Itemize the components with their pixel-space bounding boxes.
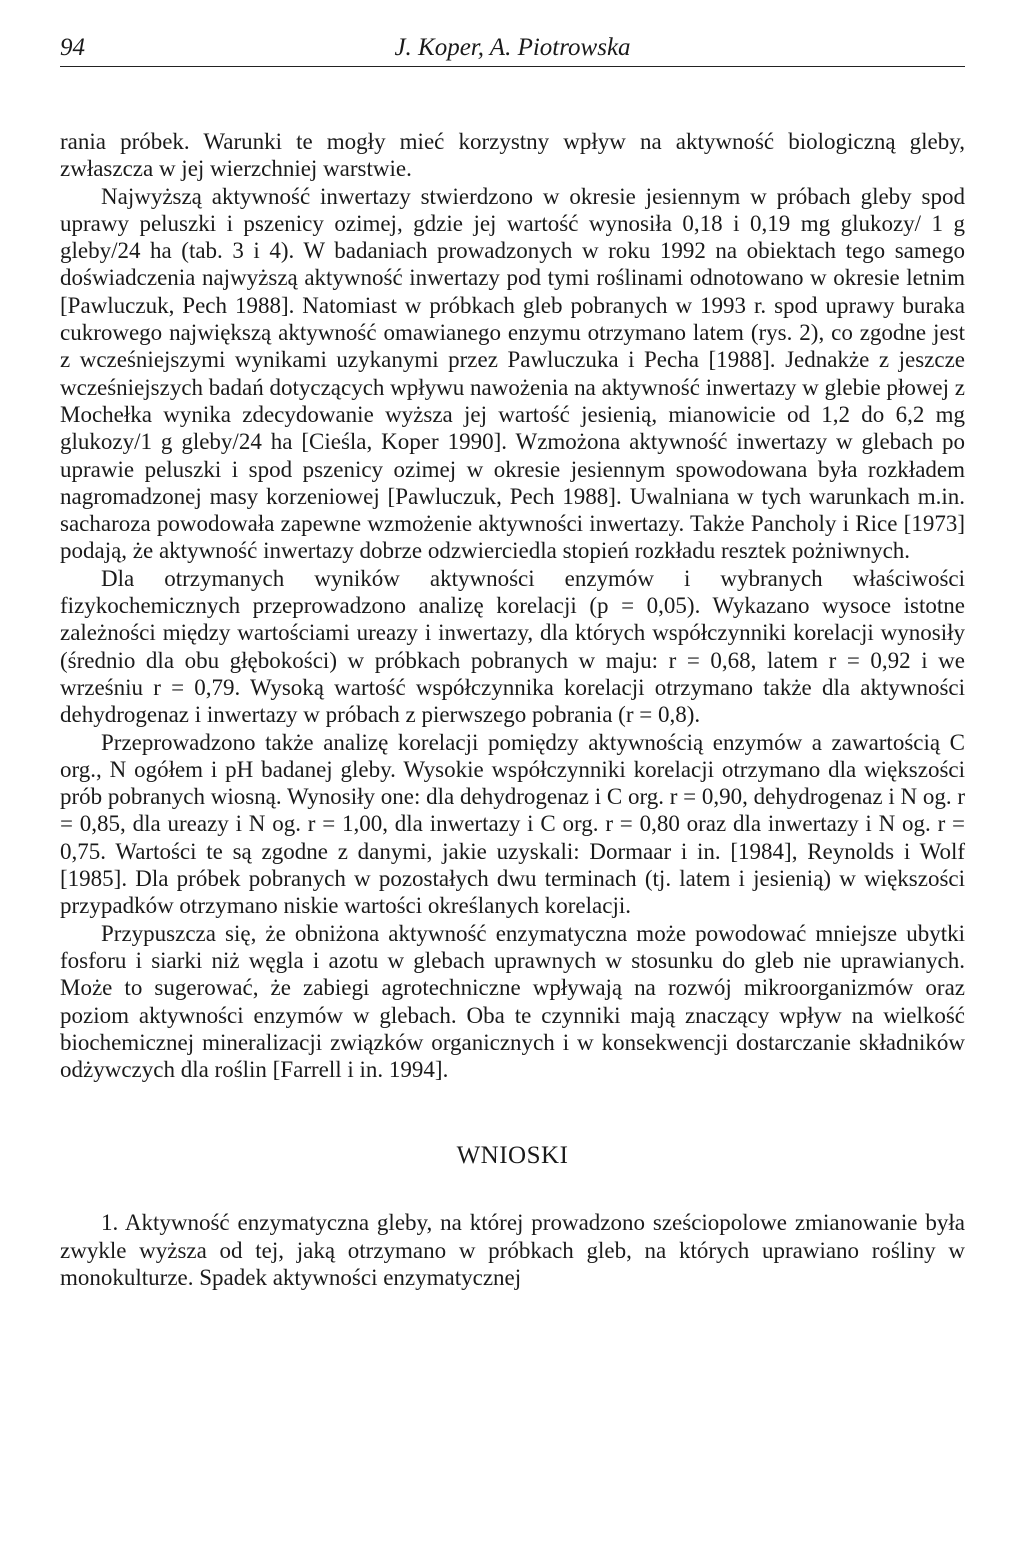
paragraph-enzymatic-activity-effects: Przypuszcza się, że obniżona aktywność enzymatyczna może powodować mniejsze ubytki fosforu i siarki niż węgla i azotu w glebach uprawnych w stosunku do gleb nie uprawianych. Może to sugerować, że zabiegi agrotechniczne wpływają na rozwój mikroorganizmów oraz poziom aktywności enzymów w glebach. Oba te czynniki mają znaczący wpływ na wielkość biochemicznej mineralizacji związków organicznych i w konsekwencji dostarczanie składników odżywczych dla roślin [Farrell i in. 1994].: [60, 920, 965, 1083]
paragraph-correlation-analysis: Dla otrzymanych wyników aktywności enzymów i wybranych właściwości fizykochemicznych przeprowadzono analizę korelacji (p = 0,05). Wykazano wysoce istotne zależności między wartościami ureazy i inwertazy, dla których współczynniki korelacji wynosiły (średnio dla obu głębokości) w próbkach pobranych w maju: r = 0,68, latem r = 0,92 i we wrześniu r = 0,79. Wysoką wartość współczynnika korelacji otrzymano także dla aktywności dehydrogenaz i inwertazy w próbach z pierwszego pobrania (r = 0,8).: [60, 565, 965, 728]
paragraph-invertase-activity: Najwyższą aktywność inwertazy stwierdzono w okresie jesiennym w próbach gleby spod uprawy peluszki i pszenicy ozimej, gdzie jej wartość wynosiła 0,18 i 0,19 mg glukozy/ 1 g gleby/24 ha (tab. 3 i 4). W badaniach prowadzonych w roku 1992 na obiektach tego samego doświadczenia najwyższą aktywność inwertazy pod tymi roślinami odnotowano w okresie letnim [Pawluczuk, Pech 1988]. Natomiast w próbkach gleb pobranych w 1993 r. spod uprawy buraka cukrowego największą aktywność omawianego enzymu otrzymano latem (rys. 2), co zgodne jest z wcześniejszymi wynikami uzykanymi przez Pawluczuka i Pecha [1988]. Jednakże z jeszcze wcześniejszych badań dotyczących wpływu nawożenia na aktywność inwertazy w glebie płowej z Mochełka wynika zdecydowanie wyższa jej wartość jesienią, mianowicie od 1,2 do 6,2 mg glukozy/1 g gleby/24 ha [Cieśla, Koper 1990]. Wzmożona aktywność inwertazy w glebach po uprawie peluszki i spod pszenicy ozimej w okresie jesiennym spowodowana była rozkładem nagromadzonej masy korzeniowej [Pawluczuk, Pech 1988]. Uwalniana w tych warunkach m.in. sacharoza powodowała zapewne wzmożenie aktywności inwertazy. Także Pancholy i Rice [1973] podają, że aktywność inwertazy dobrze odzwierciedla stopień rozkładu resztek pożniwnych.: [60, 183, 965, 564]
body-text: [60, 128, 965, 1083]
page: [60, 28, 965, 1291]
paragraph-continued: rania próbek. Warunki te mogły mieć korzystny wpływ na aktywność biologiczną gleby, zwłaszcza w jej wierzchniej warstwie.: [60, 129, 965, 182]
paragraph-correlation-soil-properties: Przeprowadzono także analizę korelacji pomiędzy aktywnością enzymów a zawartością C org., N ogółem i pH badanej gleby. Wysokie współczynniki korelacji otrzymano dla większości prób pobranych wiosną. Wynosiły one: dla dehydrogenaz i C org. r = 0,90, dehydrogenaz i N og. r = 0,85, dla ureazy i N og. r = 1,00, dla inwertazy i C org. r = 0,80 oraz dla inwertazy i N og. r = 0,75. Wartości te są zgodne z danymi, jakie uzyskali: Dormaar i in. [1984], Reynolds i Wolf [1985]. Dla próbek pobranych w pozostałych dwu terminach (tj. latem i jesienią) w większości przypadków otrzymano niskie wartości określanych korelacji.: [60, 729, 965, 919]
conclusion-item: 1. Aktywność enzymatyczna gleby, na której prowadzono sześciopolowe zmianowanie była zwykle wyższa od tej, jaką otrzymano w próbkach gleb, na których uprawiano rośliny w monokulturze. Spadek aktywności enzymatycznej: [60, 1210, 965, 1290]
section-heading-conclusions: WNIOSKI: [456, 1142, 569, 1170]
page-number: 94: [60, 34, 85, 61]
conclusions-list: [60, 1209, 965, 1291]
running-header: [60, 28, 965, 67]
running-header-authors: J. Koper, A. Piotrowska: [394, 34, 631, 61]
